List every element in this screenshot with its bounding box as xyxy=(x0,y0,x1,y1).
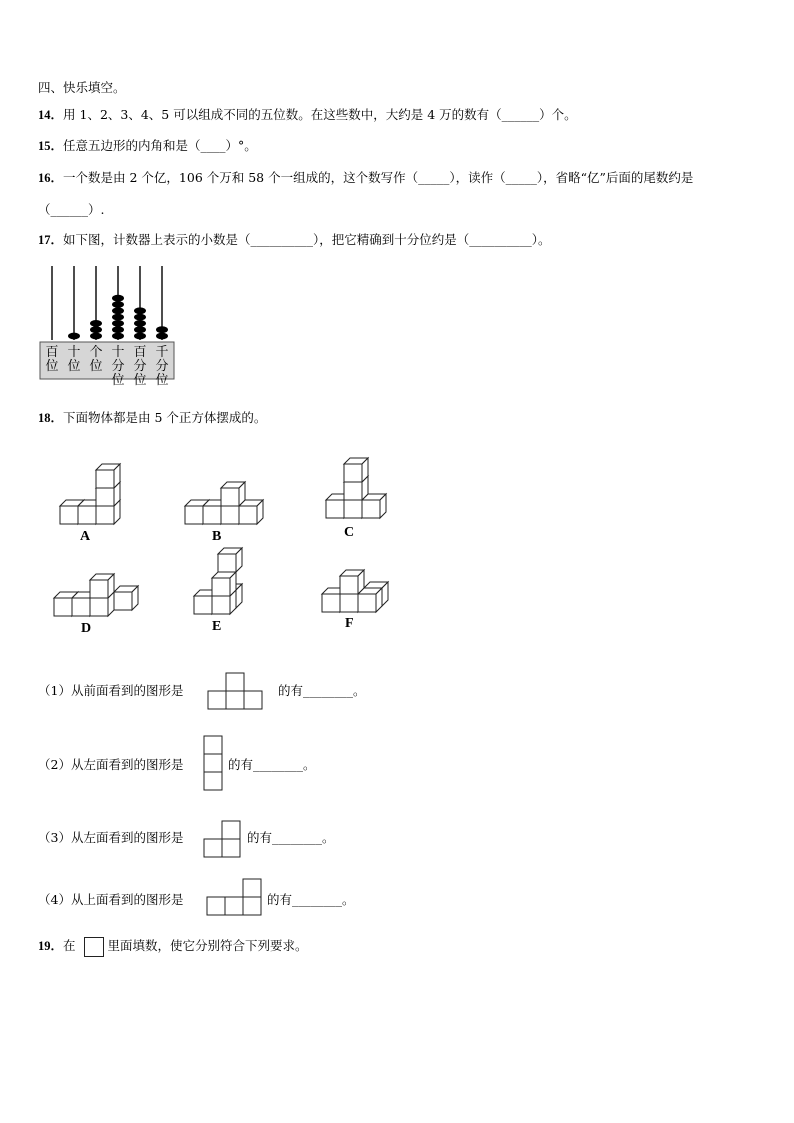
top-view-shape xyxy=(206,878,264,918)
abacus-base xyxy=(40,342,174,379)
abacus-bead xyxy=(112,301,124,308)
abacus-bead xyxy=(156,326,168,333)
question-text: 用 1、2、3、4、5 可以组成不同的五位数。在这些数中，大约是 4 万的数有（______）个。 xyxy=(63,107,577,122)
front-view-shape xyxy=(207,672,265,712)
abacus-place-label: 分 xyxy=(111,359,125,374)
abacus-bead xyxy=(112,320,124,327)
question-text: 一个数是由 2 个亿，106 个万和 58 个一组成的，这个数写作（_____），读作（_____），省略“亿”后面的尾数约是 xyxy=(63,170,694,185)
unit-cube xyxy=(362,494,386,518)
unit-cube xyxy=(221,482,245,506)
figure-label-d: D xyxy=(81,621,92,636)
question-number: 19． xyxy=(38,939,64,953)
abacus-bead xyxy=(90,333,102,340)
abacus-place-label: 个 xyxy=(89,345,103,360)
question-text-pre: 在 xyxy=(63,938,76,953)
sub-question-3 xyxy=(38,828,183,846)
abacus-place-label: 千 xyxy=(155,345,169,360)
left-view-shape-1 xyxy=(203,735,225,792)
left-view-shape-2 xyxy=(203,820,243,860)
blank-box[interactable] xyxy=(84,937,104,957)
unit-cube xyxy=(90,574,114,598)
sub-question-prefix: （2）从左面看到的图形是 xyxy=(38,757,184,772)
question-17 xyxy=(38,230,551,248)
figure-label-a: A xyxy=(80,529,91,544)
abacus-figure xyxy=(38,262,178,392)
question-text: 任意五边形的内角和是（____）°。 xyxy=(63,138,257,153)
abacus-bead xyxy=(112,333,124,340)
sub-question-1 xyxy=(38,681,183,699)
section-title: 四、快乐填空。 xyxy=(38,80,126,95)
abacus-bead xyxy=(156,333,168,340)
unit-cube xyxy=(212,572,236,596)
abacus-bead xyxy=(134,320,146,327)
abacus-bead xyxy=(112,326,124,333)
unit-cube xyxy=(344,458,368,482)
abacus-bead xyxy=(134,333,146,340)
abacus-bead xyxy=(112,307,124,314)
figure-label-e: E xyxy=(212,619,222,634)
question-number: 16． xyxy=(38,171,64,185)
question-text-post: 里面填数，使它分别符合下列要求。 xyxy=(107,938,308,953)
sub-question-3-answer: 的有________。 xyxy=(247,830,335,845)
sub-question-4-answer: 的有________。 xyxy=(267,892,355,907)
sub-question-2-answer: 的有________。 xyxy=(228,757,316,772)
abacus-place-label: 百 xyxy=(45,345,59,360)
figure-label-b: B xyxy=(212,529,222,544)
abacus-bead xyxy=(112,314,124,321)
sub-question-1-answer: 的有________。 xyxy=(278,683,366,698)
abacus-place-label: 十 xyxy=(111,345,125,360)
question-number: 17． xyxy=(38,233,64,247)
abacus-bead xyxy=(112,295,124,302)
unit-cube xyxy=(358,588,382,612)
unit-cube xyxy=(96,464,120,488)
abacus-bead xyxy=(90,320,102,327)
unit-cube xyxy=(239,500,263,524)
sub-question-2 xyxy=(38,755,183,773)
abacus-bead xyxy=(68,333,80,340)
question-15 xyxy=(38,136,257,154)
abacus-place-label: 十 xyxy=(67,345,81,360)
unit-cube xyxy=(218,548,242,572)
question-text: 如下图，计数器上表示的小数是（__________），把它精确到十分位约是（__________）。 xyxy=(63,232,551,247)
unit-cube xyxy=(340,570,364,594)
abacus-place-label: 位 xyxy=(111,373,125,388)
abacus-bead xyxy=(90,326,102,333)
abacus-bead xyxy=(134,326,146,333)
figure-label-c: C xyxy=(344,525,355,540)
question-19 xyxy=(38,936,308,957)
abacus-place-label: 分 xyxy=(155,359,169,374)
abacus-place-label: 位 xyxy=(155,373,169,388)
abacus-place-label: 位 xyxy=(45,359,59,374)
abacus-place-label: 百 xyxy=(133,345,147,360)
cube-figures xyxy=(0,440,420,650)
sub-question-prefix: （1）从前面看到的图形是 xyxy=(38,683,184,698)
figure-label-f: F xyxy=(345,616,354,631)
question-16 xyxy=(38,168,693,186)
question-14 xyxy=(38,105,577,123)
abacus-place-label: 位 xyxy=(133,373,147,388)
abacus-place-label: 位 xyxy=(89,359,103,374)
abacus-bead xyxy=(134,307,146,314)
unit-cube xyxy=(114,586,138,610)
question-number: 18． xyxy=(38,411,64,425)
question-number: 14． xyxy=(38,108,64,122)
question-18 xyxy=(38,408,266,426)
sub-question-prefix: （4）从上面看到的图形是 xyxy=(38,892,184,907)
question-text: 下面物体都是由 5 个正方体摆成的。 xyxy=(63,410,267,425)
abacus-bead xyxy=(134,314,146,321)
sub-question-prefix: （3）从左面看到的图形是 xyxy=(38,830,184,845)
question-number: 15． xyxy=(38,139,64,153)
question-16-continued: （______）. xyxy=(38,202,105,217)
abacus-place-label: 位 xyxy=(67,359,81,374)
abacus-place-label: 分 xyxy=(133,359,147,374)
sub-question-4 xyxy=(38,890,183,908)
